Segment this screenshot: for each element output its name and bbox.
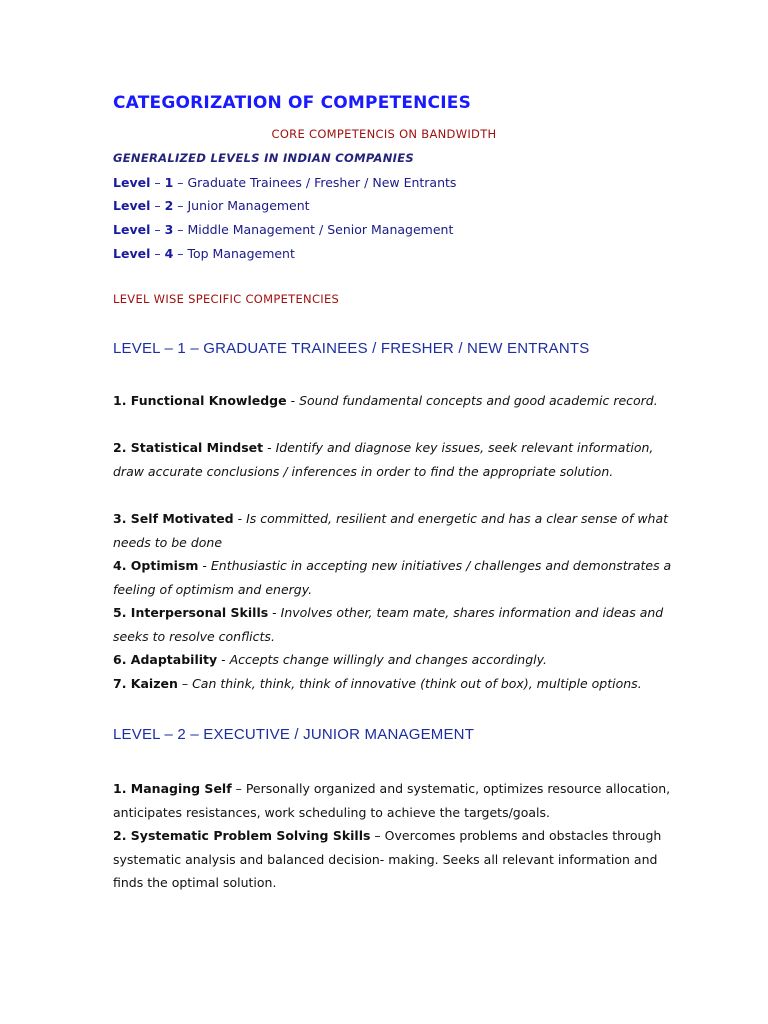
competency-name: 6. Adaptability bbox=[113, 652, 218, 667]
level-list-item bbox=[113, 222, 453, 237]
competency-description: Sound fundamental concepts and good academic record. bbox=[299, 393, 658, 408]
competency-description: Can think, think, think of innovative (think out of box), multiple options. bbox=[192, 676, 642, 691]
level-list-item bbox=[113, 175, 456, 190]
competency-name: 2. Systematic Problem Solving Skills bbox=[113, 828, 371, 843]
competency-description: Accepts change willingly and changes accordingly. bbox=[229, 652, 548, 667]
competency-description: Identify and diagnose key issues, seek relevant information, draw accurate conclusions / inferences in order to find the appropriate solution. bbox=[113, 440, 654, 479]
level-description: Top Management bbox=[187, 246, 295, 261]
level-separator: – bbox=[173, 246, 188, 261]
level-key: Level bbox=[113, 198, 151, 213]
competency-separator: - bbox=[198, 558, 211, 573]
competency-description: Enthusiastic in accepting new initiatives / challenges and demonstrates a feeling of optimism and energy. bbox=[113, 558, 672, 597]
level-number: 4 bbox=[164, 246, 174, 261]
page-title: CATEGORIZATION OF COMPETENCIES bbox=[113, 93, 472, 113]
level-separator: – bbox=[173, 222, 188, 237]
competency-item bbox=[113, 777, 673, 824]
level-wise-competencies-heading: LEVEL WISE SPECIFIC COMPETENCIES bbox=[113, 292, 340, 306]
competency-description: Involves other, team mate, shares information and ideas and seeks to resolve conflicts. bbox=[113, 605, 664, 644]
competency-name: 1. Functional Knowledge bbox=[113, 393, 287, 408]
competency-separator: - bbox=[286, 393, 300, 408]
competency-item bbox=[113, 436, 673, 483]
competency-name: 3. Self Motivated bbox=[113, 511, 234, 526]
competency-name: 4. Optimism bbox=[113, 558, 199, 573]
competency-description: Overcomes problems and obstacles through systematic analysis and balanced decision- making. Seeks all relevant information and finds the optimal solution. bbox=[113, 828, 662, 890]
competency-separator: – bbox=[370, 828, 385, 843]
competency-name: 7. Kaizen bbox=[113, 676, 178, 691]
level-key: Level bbox=[113, 175, 151, 190]
competency-name: 5. Interpersonal Skills bbox=[113, 605, 269, 620]
level-separator: – bbox=[150, 246, 165, 261]
level-number: 3 bbox=[164, 222, 174, 237]
level-separator: – bbox=[150, 175, 165, 190]
competency-item bbox=[113, 672, 673, 696]
core-competencies-heading: CORE COMPETENCIS ON BANDWIDTH bbox=[271, 127, 497, 141]
level-description: Middle Management / Senior Management bbox=[187, 222, 454, 237]
level-number: 1 bbox=[164, 175, 174, 190]
competency-item bbox=[113, 648, 673, 672]
level-2-heading: LEVEL – 2 – EXECUTIVE / JUNIOR MANAGEMENT bbox=[113, 726, 475, 743]
level-1-heading: LEVEL – 1 – GRADUATE TRAINEES / FRESHER / NEW ENTRANTS bbox=[113, 340, 590, 357]
level-list-item bbox=[113, 198, 310, 213]
level-separator: – bbox=[150, 222, 165, 237]
level-description: Junior Management bbox=[187, 198, 310, 213]
competency-separator: - bbox=[233, 511, 247, 526]
competency-separator: – bbox=[177, 676, 193, 691]
level-separator: – bbox=[150, 198, 165, 213]
level-description: Graduate Trainees / Fresher / New Entrants bbox=[187, 175, 457, 190]
competency-item bbox=[113, 389, 673, 413]
competency-name: 2. Statistical Mindset bbox=[113, 440, 264, 455]
competency-separator: - bbox=[268, 605, 281, 620]
competency-item bbox=[113, 554, 673, 601]
competency-separator: - bbox=[217, 652, 230, 667]
level-list-item bbox=[113, 246, 295, 261]
competency-separator: – bbox=[231, 781, 246, 796]
competency-item bbox=[113, 507, 673, 554]
competency-item bbox=[113, 824, 673, 895]
level-key: Level bbox=[113, 246, 151, 261]
level-number: 2 bbox=[164, 198, 174, 213]
generalized-levels-heading: GENERALIZED LEVELS IN INDIAN COMPANIES bbox=[113, 151, 414, 165]
level-separator: – bbox=[173, 175, 188, 190]
competency-item bbox=[113, 601, 673, 648]
competency-description: Is committed, resilient and energetic and has a clear sense of what needs to be done bbox=[113, 511, 669, 550]
competency-name: 1. Managing Self bbox=[113, 781, 232, 796]
competency-separator: - bbox=[263, 440, 276, 455]
level-key: Level bbox=[113, 222, 151, 237]
competency-description: Personally organized and systematic, optimizes resource allocation, anticipates resistances, work scheduling to achieve the targets/goals. bbox=[113, 781, 671, 820]
level-separator: – bbox=[173, 198, 188, 213]
